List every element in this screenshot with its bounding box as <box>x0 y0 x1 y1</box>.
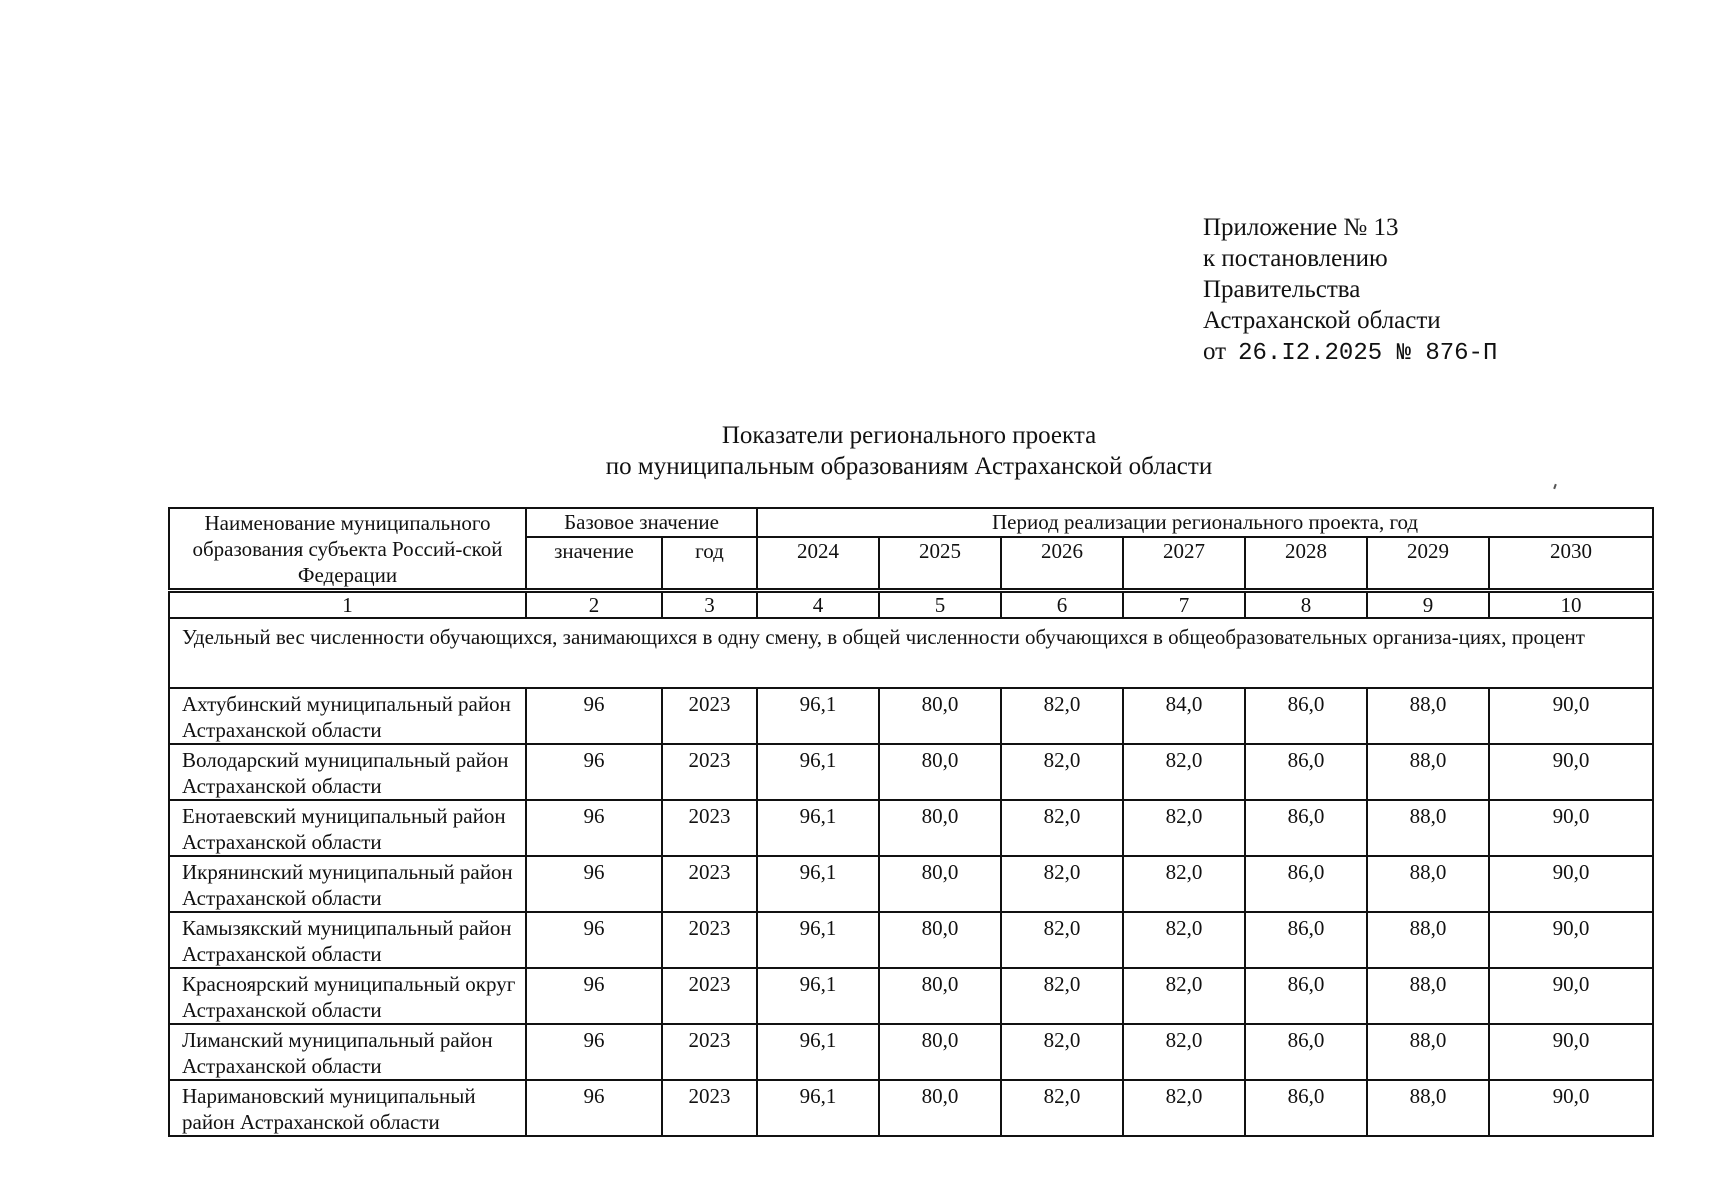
base-year-cell: 2023 <box>662 1080 757 1136</box>
title-line-2: по муниципальным образованиям Астраханской области <box>605 453 1213 480</box>
column-number: 2 <box>526 592 662 618</box>
data-rows <box>169 688 1653 1136</box>
year-value-cell: 90,0 <box>1489 688 1653 744</box>
header-year: 2029 <box>1367 537 1489 589</box>
scan-speck <box>1553 484 1557 489</box>
year-value-cell: 88,0 <box>1367 856 1489 912</box>
header-year: 2030 <box>1489 537 1653 589</box>
year-value-cell: 82,0 <box>1001 912 1123 968</box>
year-value-cell: 96,1 <box>757 744 879 800</box>
year-value-cell: 82,0 <box>1001 856 1123 912</box>
year-value-cell: 82,0 <box>1123 744 1245 800</box>
year-value-cell: 90,0 <box>1489 1024 1653 1080</box>
year-value-cell: 96,1 <box>757 1080 879 1136</box>
year-value-cell: 80,0 <box>879 800 1001 856</box>
base-year-cell: 2023 <box>662 800 757 856</box>
table-row <box>169 744 1653 800</box>
year-value-cell: 90,0 <box>1489 1080 1653 1136</box>
year-value-cell: 88,0 <box>1367 968 1489 1024</box>
year-value-cell: 86,0 <box>1245 800 1367 856</box>
year-value-cell: 86,0 <box>1245 1024 1367 1080</box>
appendix-date-line <box>1203 336 1497 369</box>
base-value-cell: 96 <box>526 744 662 800</box>
year-value-cell: 96,1 <box>757 800 879 856</box>
year-value-cell: 82,0 <box>1123 1080 1245 1136</box>
year-value-cell: 84,0 <box>1123 688 1245 744</box>
appendix-ot: от <box>1203 338 1227 365</box>
year-value-cell: 88,0 <box>1367 688 1489 744</box>
appendix-number: Приложение № 13 <box>1203 214 1399 241</box>
year-value-cell: 82,0 <box>1123 1024 1245 1080</box>
year-value-cell: 90,0 <box>1489 968 1653 1024</box>
year-value-cell: 80,0 <box>879 1024 1001 1080</box>
year-value-cell: 82,0 <box>1123 800 1245 856</box>
municipality-name: Икрянинский муниципальный район Астраханской области <box>169 856 526 912</box>
header-base-group: Базовое значение <box>526 508 757 537</box>
year-value-cell: 88,0 <box>1367 1024 1489 1080</box>
year-value-cell: 90,0 <box>1489 800 1653 856</box>
municipality-name: Наримановский муниципальный район Астраханской области <box>169 1080 526 1136</box>
column-number: 1 <box>169 592 526 618</box>
year-value-cell: 88,0 <box>1367 800 1489 856</box>
base-value-cell: 96 <box>526 688 662 744</box>
base-year-cell: 2023 <box>662 912 757 968</box>
table-header <box>168 507 1654 590</box>
column-number-row <box>169 592 1653 618</box>
municipality-name: Володарский муниципальный район Астраханской области <box>169 744 526 800</box>
base-value-cell: 96 <box>526 800 662 856</box>
column-number: 4 <box>757 592 879 618</box>
year-value-cell: 86,0 <box>1245 744 1367 800</box>
header-municipality: Наименование муниципального образования субъекта Россий-ской Федерации <box>169 508 526 589</box>
table-row <box>169 1080 1653 1136</box>
year-value-cell: 80,0 <box>879 744 1001 800</box>
header-base-year: год <box>662 537 757 589</box>
year-value-cell: 88,0 <box>1367 912 1489 968</box>
year-value-cell: 80,0 <box>879 688 1001 744</box>
column-number: 6 <box>1001 592 1123 618</box>
year-value-cell: 90,0 <box>1489 856 1653 912</box>
municipality-name: Енотаевский муниципальный район Астраханской области <box>169 800 526 856</box>
table-row <box>169 912 1653 968</box>
year-value-cell: 80,0 <box>879 856 1001 912</box>
year-value-cell: 80,0 <box>879 1080 1001 1136</box>
year-value-cell: 90,0 <box>1489 744 1653 800</box>
base-year-cell: 2023 <box>662 688 757 744</box>
base-year-cell: 2023 <box>662 856 757 912</box>
year-value-cell: 82,0 <box>1001 968 1123 1024</box>
municipality-name: Лиманский муниципальный район Астраханской области <box>169 1024 526 1080</box>
year-value-cell: 86,0 <box>1245 912 1367 968</box>
year-value-cell: 86,0 <box>1245 968 1367 1024</box>
year-value-cell: 96,1 <box>757 1024 879 1080</box>
base-value-cell: 96 <box>526 912 662 968</box>
year-value-cell: 86,0 <box>1245 688 1367 744</box>
year-value-cell: 90,0 <box>1489 912 1653 968</box>
header-period-group: Период реализации регионального проекта, год <box>757 508 1653 537</box>
year-value-cell: 96,1 <box>757 968 879 1024</box>
year-value-cell: 88,0 <box>1367 1080 1489 1136</box>
year-value-cell: 82,0 <box>1001 688 1123 744</box>
column-number: 9 <box>1367 592 1489 618</box>
header-base-value: значение <box>526 537 662 589</box>
year-value-cell: 82,0 <box>1123 856 1245 912</box>
column-number: 8 <box>1245 592 1367 618</box>
year-value-cell: 88,0 <box>1367 744 1489 800</box>
column-number: 3 <box>662 592 757 618</box>
year-value-cell: 80,0 <box>879 912 1001 968</box>
table-row <box>169 800 1653 856</box>
indicator-title: Удельный вес численности обучающихся, занимающихся в одну смену, в общей численности обучающихся в общеобразовательных организа-циях, процент <box>169 618 1653 688</box>
year-value-cell: 82,0 <box>1001 1080 1123 1136</box>
document-title <box>170 420 1648 482</box>
base-value-cell: 96 <box>526 968 662 1024</box>
appendix-block <box>1203 212 1497 369</box>
base-value-cell: 96 <box>526 1080 662 1136</box>
table-row <box>169 968 1653 1024</box>
column-number: 7 <box>1123 592 1245 618</box>
year-value-cell: 82,0 <box>1123 912 1245 968</box>
column-number: 5 <box>879 592 1001 618</box>
appendix-government: Правительства <box>1203 276 1361 303</box>
header-year: 2028 <box>1245 537 1367 589</box>
appendix-date-number: 26.I2.2025 № 876-П <box>1238 340 1498 367</box>
year-value-cell: 82,0 <box>1001 1024 1123 1080</box>
year-value-cell: 86,0 <box>1245 856 1367 912</box>
year-value-cell: 80,0 <box>879 968 1001 1024</box>
header-year: 2026 <box>1001 537 1123 589</box>
year-value-cell: 82,0 <box>1001 800 1123 856</box>
indicator-table <box>168 591 1654 1137</box>
table-row <box>169 688 1653 744</box>
base-year-cell: 2023 <box>662 968 757 1024</box>
year-value-cell: 96,1 <box>757 688 879 744</box>
table-row <box>169 856 1653 912</box>
column-number: 10 <box>1489 592 1653 618</box>
year-value-cell: 82,0 <box>1001 744 1123 800</box>
municipality-name: Красноярский муниципальный округ Астраханской области <box>169 968 526 1024</box>
base-year-cell: 2023 <box>662 744 757 800</box>
year-value-cell: 96,1 <box>757 856 879 912</box>
appendix-region: Астраханской области <box>1203 307 1441 334</box>
base-value-cell: 96 <box>526 856 662 912</box>
table-row <box>169 1024 1653 1080</box>
title-line-1: Показатели регионального проекта <box>721 422 1097 449</box>
municipality-name: Камызякский муниципальный район Астраханской области <box>169 912 526 968</box>
header-year: 2025 <box>879 537 1001 589</box>
municipality-name: Ахтубинский муниципальный район Астраханской области <box>169 688 526 744</box>
year-value-cell: 96,1 <box>757 912 879 968</box>
year-value-cell: 82,0 <box>1123 968 1245 1024</box>
base-year-cell: 2023 <box>662 1024 757 1080</box>
header-year: 2024 <box>757 537 879 589</box>
appendix-to-resolution: к постановлению <box>1203 245 1388 272</box>
base-value-cell: 96 <box>526 1024 662 1080</box>
year-value-cell: 86,0 <box>1245 1080 1367 1136</box>
header-year: 2027 <box>1123 537 1245 589</box>
